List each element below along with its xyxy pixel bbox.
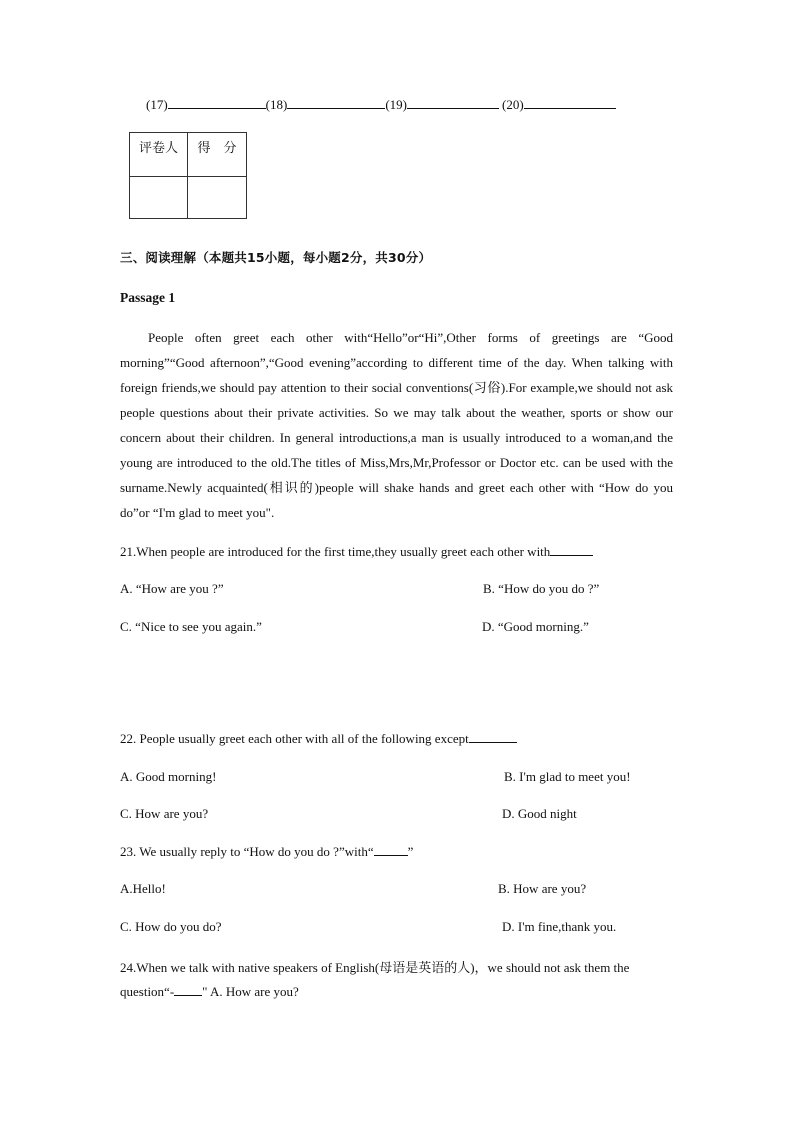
- question-24-stem-line2-a: question“-: [120, 984, 175, 999]
- question-24-line2: [120, 984, 299, 1000]
- question-21-stem: 21.When people are introduced for the first time,they usually greet each other with: [120, 544, 551, 559]
- question-21: [120, 544, 593, 560]
- section-title: 三、阅读理解（本题共15小题，每小题2分，共30分）: [120, 250, 432, 265]
- question-23-stem: 23. We usually reply to “How do you do ?”with“: [120, 844, 374, 859]
- blank-label-18: (18): [265, 97, 288, 112]
- question-22-blank[interactable]: [469, 731, 517, 743]
- question-24-blank[interactable]: [174, 984, 202, 996]
- passage-body: People often greet each other with“Hello”or“Hi”,Other forms of greetings are “Good morning”“Good afternoon”,“Good evening”according to different time of the day. When talking with foreign friends,we should pay attention to their social conventions(习俗).For example,we should not ask people questions about their private activities. So we may talk about the weather, sports or show our concern about their children. In general introductions,a man is usually introduced to a woman,and the young are introduced to the old.The titles of Miss,Mrs,Mr,Professor or Doctor etc. can be used with the surname.Newly acquainted(相识的)people will shake hands and greet each other with “How do you do”or “I'm glad to meet you".: [120, 330, 673, 520]
- question-23: [120, 844, 413, 860]
- question-22-option-d[interactable]: D. Good night: [502, 806, 577, 821]
- blank-label-19: (19): [385, 97, 408, 112]
- score-cell[interactable]: [188, 177, 247, 219]
- grader-cell[interactable]: [130, 177, 188, 219]
- question-21-option-a[interactable]: A. “How are you ?”: [120, 581, 224, 596]
- question-23-option-c[interactable]: C. How do you do?: [120, 919, 222, 934]
- question-24-stem-line1: 24.When we talk with native speakers of English(母语是英语的人)，we should not ask them the: [120, 960, 630, 975]
- question-23-option-d[interactable]: D. I'm fine,thank you.: [502, 919, 617, 934]
- answer-blank-20[interactable]: [524, 96, 616, 109]
- answer-blank-18[interactable]: [287, 96, 385, 109]
- question-23-option-a[interactable]: A.Hello!: [120, 881, 166, 896]
- blank-label-17: (17): [146, 97, 168, 112]
- question-23-stem-end: ”: [407, 844, 414, 859]
- question-21-blank[interactable]: [550, 544, 593, 556]
- answer-blanks-row: [146, 96, 616, 113]
- question-21-option-c[interactable]: C. “Nice to see you again.”: [120, 619, 262, 634]
- question-22-option-c[interactable]: C. How are you?: [120, 806, 209, 821]
- question-22-option-a[interactable]: A. Good morning!: [120, 769, 217, 784]
- question-23-option-b[interactable]: B. How are you?: [498, 881, 587, 896]
- question-22-option-b[interactable]: B. I'm glad to meet you!: [504, 769, 631, 784]
- question-21-option-d[interactable]: D. “Good morning.”: [482, 619, 589, 634]
- question-21-option-b[interactable]: B. “How do you do ?”: [483, 581, 600, 596]
- question-24: [120, 957, 680, 976]
- blank-label-20: (20): [502, 97, 524, 112]
- question-22: [120, 731, 517, 747]
- question-22-stem: 22. People usually greet each other with all of the following except: [120, 731, 469, 746]
- question-24-stem-line2-b: " A. How are you?: [202, 984, 299, 999]
- passage-title: Passage 1: [120, 290, 176, 305]
- score-table: [129, 132, 247, 219]
- question-23-blank[interactable]: [374, 844, 408, 856]
- answer-blank-19[interactable]: [407, 96, 499, 109]
- answer-blank-17[interactable]: [168, 96, 266, 109]
- grader-header: 评卷人: [130, 133, 188, 177]
- score-header: 得 分: [188, 133, 247, 177]
